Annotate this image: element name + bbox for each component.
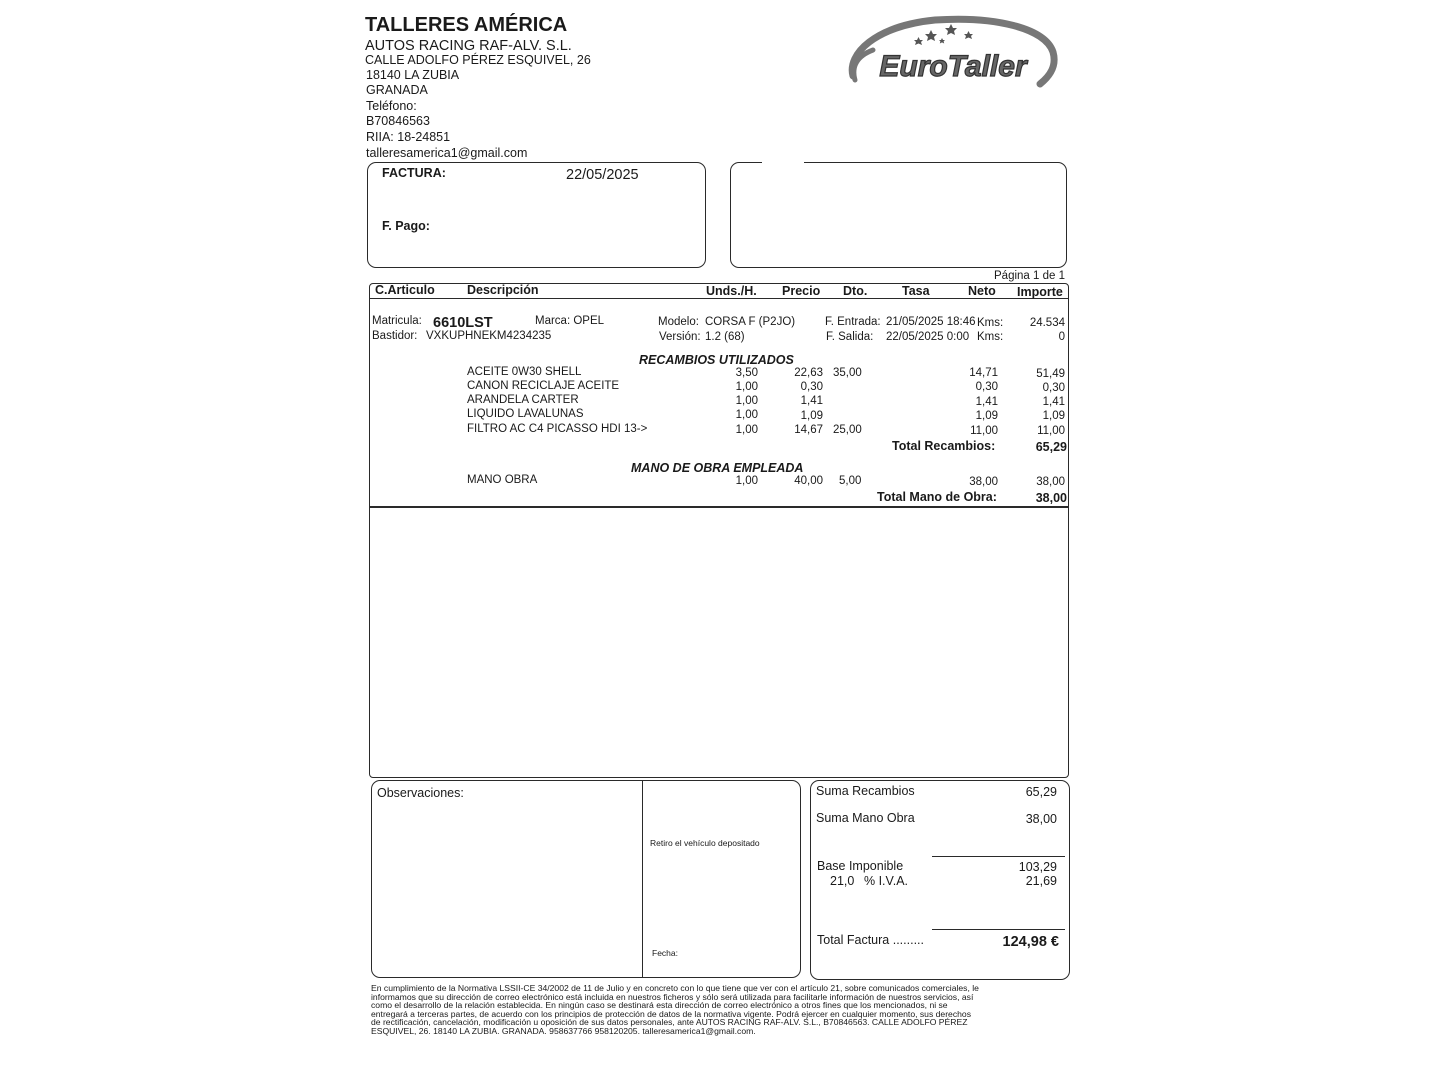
suma-recambios-value: 65,29 bbox=[1025, 785, 1057, 799]
recambio-importe: 0,30 bbox=[1042, 382, 1065, 394]
recambio-precio: 1,41 bbox=[800, 395, 823, 407]
company-email: talleresamerica1@gmail.com bbox=[366, 146, 528, 160]
base-imponible-label: Base Imponible bbox=[817, 859, 904, 873]
total-mano-obra-label: Total Mano de Obra: bbox=[877, 490, 997, 504]
recambio-neto: 1,41 bbox=[975, 396, 998, 408]
col-header-precio: Precio bbox=[782, 284, 821, 298]
suma-mano-obra-label: Suma Mano Obra bbox=[816, 811, 915, 825]
kms-salida-value: 0 bbox=[1058, 331, 1065, 343]
invoice-date: 22/05/2025 bbox=[566, 167, 639, 183]
suma-mano-obra-value: 38,00 bbox=[1025, 812, 1057, 826]
recambio-importe: 1,41 bbox=[1042, 396, 1065, 408]
mano-obra-desc: MANO OBRA bbox=[467, 474, 538, 486]
kms-salida-label: Kms: bbox=[977, 331, 1004, 343]
mano-obra-unds: 1,00 bbox=[735, 475, 758, 487]
version-value: 1.2 (68) bbox=[705, 331, 745, 343]
suma-recambios-label: Suma Recambios bbox=[816, 784, 915, 798]
company-riia: RIIA: 18-24851 bbox=[366, 130, 451, 144]
iva-value: 21,69 bbox=[1025, 874, 1057, 888]
total-recambios-label: Total Recambios: bbox=[892, 439, 996, 453]
recambio-unds: 1,00 bbox=[735, 395, 758, 407]
company-cif: B70846563 bbox=[366, 114, 430, 128]
recambio-desc: FILTRO AC C4 PICASSO HDI 13-> bbox=[467, 423, 648, 435]
recambio-precio: 0,30 bbox=[800, 381, 823, 393]
company-province: GRANADA bbox=[366, 83, 428, 97]
recambio-neto: 0,30 bbox=[975, 381, 998, 393]
company-name: TALLERES AMÉRICA bbox=[365, 14, 568, 36]
kms-entrada-value: 24.534 bbox=[1029, 317, 1065, 329]
eurotaller-logo bbox=[845, 14, 1060, 94]
observaciones-divider bbox=[642, 781, 643, 977]
header-divider bbox=[370, 298, 1068, 299]
salida-label: F. Salida: bbox=[826, 331, 874, 343]
marca-value: Marca: OPEL bbox=[535, 315, 605, 327]
total-recambios-value: 65,29 bbox=[1035, 440, 1067, 454]
mano-obra-precio: 40,00 bbox=[794, 475, 823, 487]
items-divider bbox=[370, 506, 1068, 508]
col-header-importe: Importe bbox=[1017, 285, 1063, 299]
recambio-precio: 22,63 bbox=[794, 367, 823, 379]
recambio-unds: 1,00 bbox=[735, 424, 758, 436]
matricula-label: Matricula: bbox=[372, 315, 422, 327]
mano-obra-importe: 38,00 bbox=[1036, 476, 1065, 488]
modelo-label: Modelo: bbox=[658, 316, 699, 328]
observaciones-label: Observaciones: bbox=[377, 786, 464, 800]
iva-rate: 21,0 bbox=[830, 874, 855, 888]
salida-value: 22/05/2025 0:00 bbox=[886, 331, 970, 343]
legal-notice: En cumplimiento de la Normativa LSSII-CE 34/2002 de 11 de Julio y en concreto con lo que tiene que ver con el artículo 21, sobre comunicados comerciales, le informamos que su dirección de correo electrónico está incluida en nuestros ficheros y sólo será utilizada para facilitarle información de nuestros servicios, así como el desarrollo de la relación establecida. En ningún caso se destinará esta dirección de correo electrónico a otros fines que los mencionados, ni se entregará a terceras partes, de acuerdo con los principios de protección de datos de la normativa vigente. Podrá ejercer en cualquier momento, sus derechos de rectificación, cancelación, modificación u oposición de sus datos personales, ante AUTOS RACING RAF-ALV. S.L., B70846563. CALLE ADOLFO PÉREZ ESQUIVEL, 26. 18140 LA ZUBIA. GRANADA. 958637766 958120205. talleresamerica1@gmail.com. bbox=[371, 983, 979, 1036]
col-header-dto: Dto. bbox=[843, 284, 868, 298]
total-divider bbox=[932, 929, 1065, 930]
recambio-desc: CANON RECICLAJE ACEITE bbox=[467, 380, 620, 392]
recambio-neto: 11,00 bbox=[970, 425, 998, 437]
iva-label: % I.V.A. bbox=[864, 874, 909, 888]
fecha-label: Fecha: bbox=[652, 948, 678, 958]
customer-box bbox=[730, 162, 1067, 268]
recambio-importe: 11,00 bbox=[1037, 425, 1065, 437]
recambio-neto: 14,71 bbox=[969, 367, 998, 379]
recambio-desc: ACEITE 0W30 SHELL bbox=[467, 366, 582, 378]
bastidor-label: Bastidor: bbox=[372, 330, 418, 342]
kms-entrada-label: Kms: bbox=[977, 317, 1004, 329]
recambio-desc: ARANDELA CARTER bbox=[467, 394, 579, 406]
recambio-desc: LIQUIDO LAVALUNAS bbox=[467, 408, 584, 420]
company-postal-city: 18140 LA ZUBIA bbox=[366, 68, 460, 82]
base-divider bbox=[932, 856, 1065, 857]
logo-text: EuroTaller bbox=[879, 50, 1027, 83]
recambio-unds: 1,00 bbox=[735, 381, 758, 393]
company-phone-label: Teléfono: bbox=[366, 99, 417, 113]
mano-obra-neto: 38,00 bbox=[969, 476, 998, 488]
recambio-unds: 1,00 bbox=[735, 409, 758, 421]
pago-label: F. Pago: bbox=[382, 219, 430, 233]
recambio-neto: 1,09 bbox=[975, 410, 998, 422]
retiro-label: Retiro el vehículo depositado bbox=[650, 838, 760, 848]
total-factura-label: Total Factura ......... bbox=[817, 933, 924, 947]
col-header-tasa: Tasa bbox=[902, 284, 930, 298]
matricula-value: 6610LST bbox=[433, 315, 493, 331]
recambio-dto: 35,00 bbox=[833, 367, 862, 379]
version-label: Versión: bbox=[659, 331, 701, 343]
mano-obra-title: MANO DE OBRA EMPLEADA bbox=[631, 461, 804, 475]
recambios-title: RECAMBIOS UTILIZADOS bbox=[639, 353, 794, 367]
total-mano-obra-value: 38,00 bbox=[1035, 491, 1067, 505]
bastidor-value: VXKUPHNEKM4234235 bbox=[426, 330, 552, 342]
company-address: CALLE ADOLFO PÉREZ ESQUIVEL, 26 bbox=[365, 53, 591, 67]
entrada-label: F. Entrada: bbox=[825, 316, 881, 328]
mano-obra-dto: 5,00 bbox=[839, 475, 862, 487]
col-header-articulo: C.Articulo bbox=[375, 283, 435, 297]
total-factura-value: 124,98 € bbox=[1002, 934, 1059, 950]
modelo-value: CORSA F (P2JO) bbox=[705, 316, 796, 328]
observaciones-box bbox=[371, 780, 801, 978]
entrada-value: 21/05/2025 18:46 bbox=[886, 316, 976, 328]
col-header-unds: Unds./H. bbox=[706, 284, 757, 298]
factura-label: FACTURA: bbox=[382, 166, 446, 180]
page-number: Página 1 de 1 bbox=[994, 270, 1065, 282]
col-header-descripcion: Descripción bbox=[467, 283, 539, 297]
recambio-precio: 14,67 bbox=[794, 424, 823, 436]
col-header-neto: Neto bbox=[968, 284, 996, 298]
recambio-dto: 25,00 bbox=[833, 424, 862, 436]
company-legal-name: AUTOS RACING RAF-ALV. S.L. bbox=[365, 38, 572, 54]
recambio-unds: 3,50 bbox=[735, 367, 758, 379]
customer-box-gap bbox=[762, 158, 804, 166]
recambio-importe: 1,09 bbox=[1042, 410, 1065, 422]
recambio-precio: 1,09 bbox=[800, 410, 823, 422]
base-imponible-value: 103,29 bbox=[1018, 860, 1057, 874]
recambio-importe: 51,49 bbox=[1036, 368, 1065, 380]
